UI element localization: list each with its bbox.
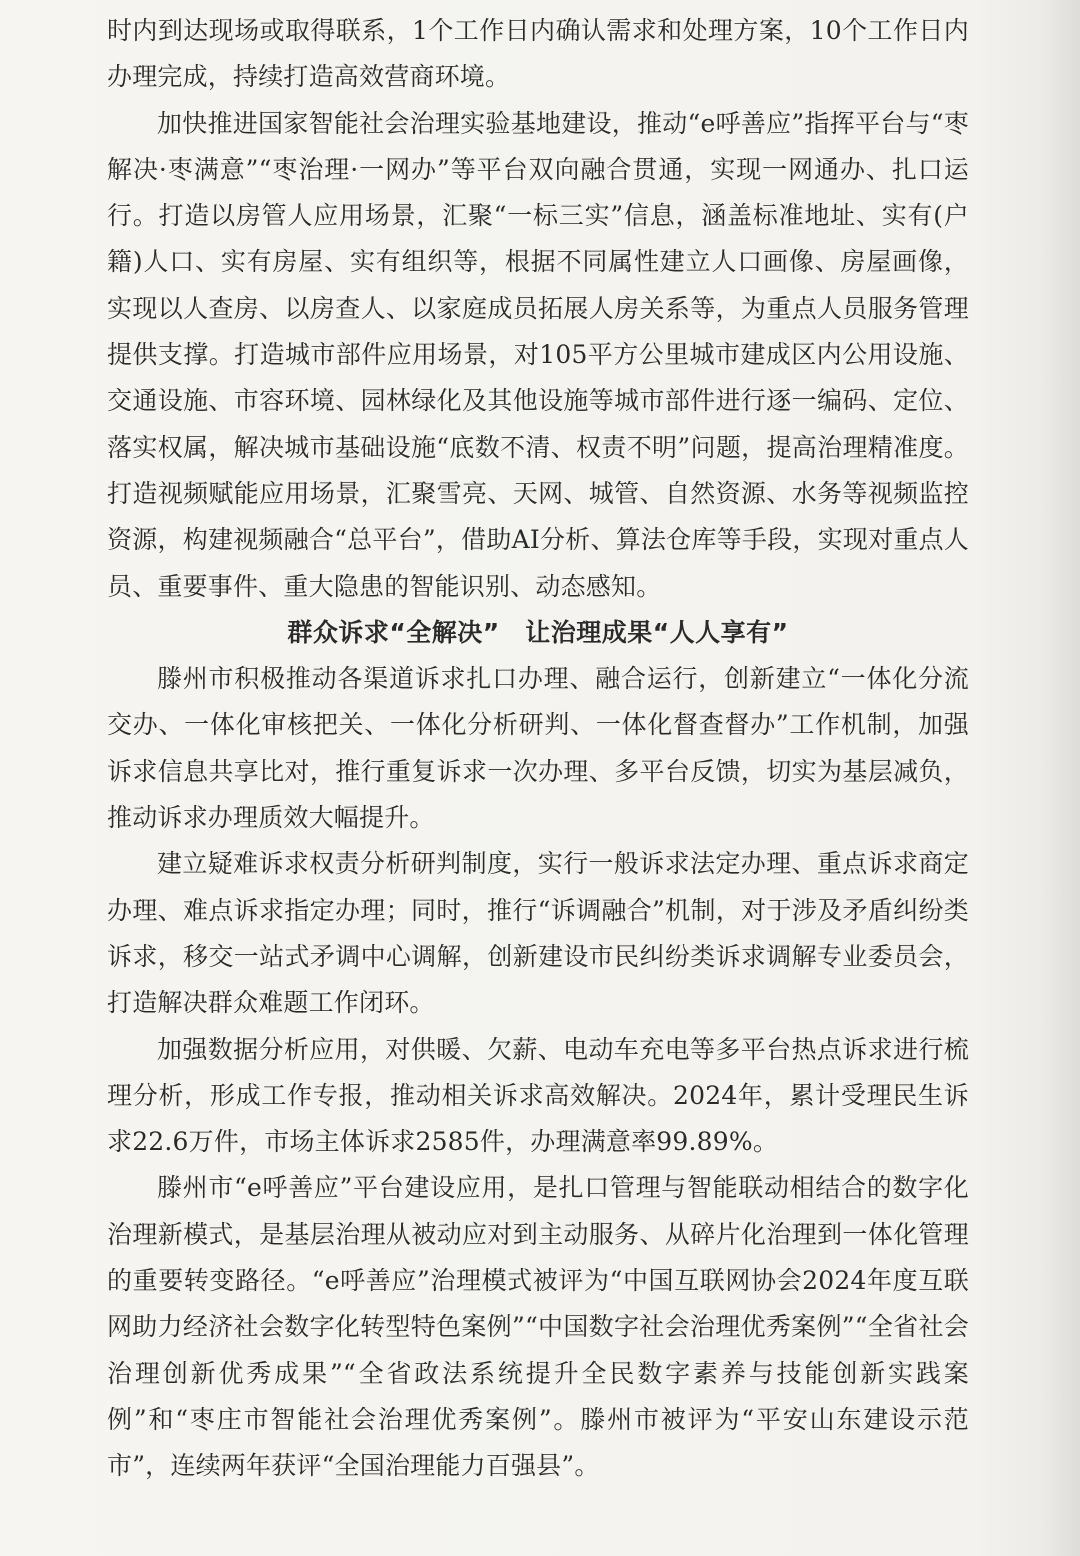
paragraph-data-analysis: 加强数据分析应用，对供暖、欠薪、电动车充电等多平台热点诉求进行梳理分析，形成工作专报，推动相关诉求高效解决。2024年，累计受理民生诉求22.6万件，市场主体诉求2585件，办理满意率99.89%。 [107,1034,969,1157]
paragraph-smart-governance-base: 加快推进国家智能社会治理实验基地建设，推动“e呼善应”指挥平台与“枣解决·枣满意”“枣治理·一网办”等平台双向融合贯通，实现一网通办、扎口运行。打造以房管人应用场景，汇聚“一标三实”信息，涵盖标准地址、实有(户籍)人口、实有房屋、实有组织等，根据不同属性建立人口画像、房屋画像，实现以人查房、以房查人、以家庭成员拓展人房关系等，为重点人员服务管理提供支撑。打造城市部件应用场景，对105平方公里城市建成区内公用设施、交通设施、市容环境、园林绿化及其他设施等城市部件进行逐一编码、定位、落实权属，解决城市基础设施“底数不清、权责不明”问题，提高治理精准度。打造视频赋能应用场景，汇聚雪亮、天网、城管、自然资源、水务等视频监控资源，构建视频融合“总平台”，借助AI分析、算法仓库等手段，实现对重点人员、重要事件、重大隐患的智能识别、动态感知。 [107,108,969,601]
paragraph-difficult-requests: 建立疑难诉求权责分析研判制度，实行一般诉求法定办理、重点诉求商定办理、难点诉求指定办理；同时，推行“诉调融合”机制，对于涉及矛盾纠纷类诉求，移交一站式矛调中心调解，创新建设市民纠纷类诉求调解专业委员会，打造解决群众难题工作闭环。 [107,849,969,1018]
section-heading: 群众诉求“全解决” 让治理成果“人人享有” [287,617,789,647]
paragraph-continuation: 时内到达现场或取得联系，1个工作日内确认需求和处理方案，10个工作日内办理完成，持续打造高效营商环境。 [107,16,969,92]
article-body [107,8,969,1490]
page-edge-shadow [1040,0,1080,1556]
paragraph-platform-achievements: 滕州市“e呼善应”平台建设应用，是扎口管理与智能联动相结合的数字化治理新模式，是基层治理从被动应对到主动服务、从碎片化治理到一体化管理的重要转变路径。“e呼善应”治理模式被评为“中国互联网协会2024年度互联网助力经济社会数字化转型特色案例”“中国数字社会治理优秀案例”“全省社会治理创新优秀成果”“全省政法系统提升全民数字素养与技能创新实践案例”和“枣庄市智能社会治理优秀案例”。滕州市被评为“平安山东建设示范市”，连续两年获评“全国治理能力百强县”。 [107,1173,969,1481]
paragraph-channel-integration: 滕州市积极推动各渠道诉求扎口办理、融合运行，创新建立“一体化分流交办、一体化审核把关、一体化分析研判、一体化督查督办”工作机制，加强诉求信息共享比对，推行重复诉求一次办理、多平台反馈，切实为基层减负，推动诉求办理质效大幅提升。 [107,664,969,833]
